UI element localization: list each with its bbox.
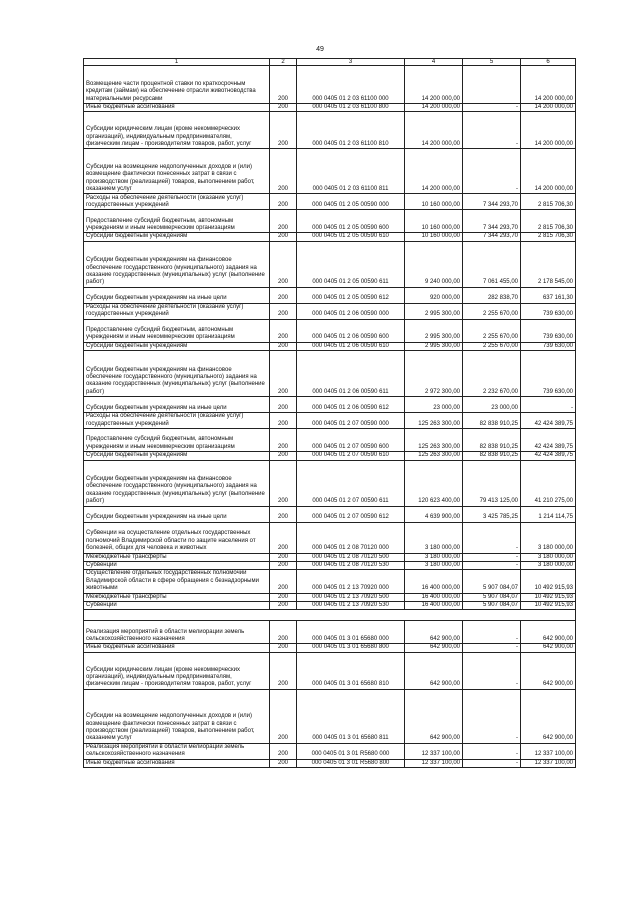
item-name: Предоставление субсидий бюджетным, автономным учреждениям и иным некоммерческим организациям <box>84 429 270 452</box>
approved-amount: 10 160 000,00 <box>405 194 463 210</box>
line-code: 200 <box>270 66 297 104</box>
line-code: 200 <box>270 397 297 413</box>
executed-amount: 2 255 670,00 <box>463 319 521 342</box>
approved-amount: 14 200 000,00 <box>405 66 463 104</box>
executed-amount: - <box>463 689 521 743</box>
budget-class-code: 000 0405 01 2 06 00590 600 <box>297 319 405 342</box>
approved-amount: 642 900,00 <box>405 644 463 652</box>
executed-amount: - <box>463 759 521 767</box>
item-name: Субсидии бюджетным учреждениям на финансовое обеспечение государственного (муниципального) задания на оказание государственных (муниципальных) услуг (выполнение работ) <box>84 241 270 287</box>
table-row <box>84 644 576 652</box>
budget-table <box>83 58 576 768</box>
item-name: Субсидии бюджетным учреждениям на финансовое обеспечение государственного (муниципального) задания на оказание государственных (муниципальных) услуг (выполнение работ) <box>84 460 270 506</box>
table-row <box>84 342 576 350</box>
line-code: 200 <box>270 342 297 350</box>
unexecuted-amount: 3 180 000,00 <box>521 562 576 570</box>
item-name: Субсидии бюджетным учреждениям <box>84 342 270 350</box>
table-row <box>84 506 576 522</box>
budget-class-code: 000 0405 01 2 13 70920 000 <box>297 570 405 593</box>
table-row <box>84 553 576 561</box>
executed-amount: - <box>463 112 521 149</box>
approved-amount: 120 623 400,00 <box>405 460 463 506</box>
approved-amount: 125 263 300,00 <box>405 429 463 452</box>
budget-class-code: 000 0405 01 2 08 70120 530 <box>297 562 405 570</box>
table-row <box>84 570 576 593</box>
unexecuted-amount: 2 815 706,30 <box>521 194 576 210</box>
executed-amount: - <box>463 743 521 759</box>
executed-amount: - <box>463 644 521 652</box>
approved-amount: 125 263 300,00 <box>405 413 463 429</box>
table-row <box>84 149 576 194</box>
line-code: 200 <box>270 429 297 452</box>
executed-amount: 82 838 910,25 <box>463 413 521 429</box>
executed-amount: 5 907 084,07 <box>463 593 521 601</box>
item-name: Иные бюджетные ассигнования <box>84 104 270 112</box>
column-header: 6 <box>521 59 576 66</box>
budget-class-code: 000 0405 01 2 07 00590 612 <box>297 506 405 522</box>
item-name: Предоставление субсидий бюджетным, автономным учреждениям и иным некоммерческим организациям <box>84 319 270 342</box>
line-code: 200 <box>270 104 297 112</box>
budget-class-code: 000 0405 01 3 01 65680 811 <box>297 689 405 743</box>
budget-class-code: 000 0405 01 3 01 R5680 800 <box>297 759 405 767</box>
line-code: 200 <box>270 652 297 689</box>
approved-amount: 3 180 000,00 <box>405 553 463 561</box>
unexecuted-amount: 42 424 389,75 <box>521 429 576 452</box>
table-row <box>84 241 576 287</box>
column-header: 1 <box>84 59 270 66</box>
line-code: 200 <box>270 621 297 644</box>
unexecuted-amount: 2 815 706,30 <box>521 210 576 233</box>
executed-amount: 5 907 084,07 <box>463 570 521 593</box>
unexecuted-amount: 10 492 915,93 <box>521 602 576 610</box>
budget-class-code: 000 0405 01 2 07 00590 000 <box>297 413 405 429</box>
line-code: 200 <box>270 506 297 522</box>
table-row <box>84 351 576 397</box>
approved-amount: 125 263 300,00 <box>405 452 463 460</box>
table-row <box>84 397 576 413</box>
item-name: Субсидии бюджетным учреждениям на иные цели <box>84 287 270 303</box>
executed-amount: 5 907 084,07 <box>463 602 521 610</box>
budget-class-code: 000 0405 01 2 06 00590 610 <box>297 342 405 350</box>
table-row <box>84 413 576 429</box>
line-code: 200 <box>270 644 297 652</box>
budget-class-code: 000 0405 01 2 05 00590 000 <box>297 194 405 210</box>
executed-amount: 79 413 125,00 <box>463 460 521 506</box>
budget-class-code: 000 0405 01 3 01 R5680 000 <box>297 743 405 759</box>
item-name: Субсидии юридическим лицам (кроме некоммерческих организаций), индивидуальным предпринимателям, физическим лицам - производителям товаров, работ, услуг <box>84 652 270 689</box>
budget-class-code: 000 0405 01 3 01 65680 000 <box>297 621 405 644</box>
executed-amount: 82 838 910,25 <box>463 429 521 452</box>
unexecuted-amount: 12 337 100,00 <box>521 743 576 759</box>
table-row <box>84 112 576 149</box>
table-row <box>84 562 576 570</box>
item-name: Реализация мероприятий в области мелиорации земель сельскохозяйственного назначения <box>84 743 270 759</box>
budget-class-code: 000 0405 01 2 07 00590 611 <box>297 460 405 506</box>
line-code: 200 <box>270 602 297 610</box>
spacer-row <box>84 610 576 621</box>
item-name: Иные бюджетные ассигнования <box>84 644 270 652</box>
budget-class-code: 000 0405 01 3 01 65680 800 <box>297 644 405 652</box>
table-row <box>84 429 576 452</box>
unexecuted-amount: 1 214 114,75 <box>521 506 576 522</box>
budget-class-code: 000 0405 01 2 06 00590 611 <box>297 351 405 397</box>
executed-amount: - <box>463 621 521 644</box>
item-name: Субвенции <box>84 562 270 570</box>
approved-amount: 10 160 000,00 <box>405 210 463 233</box>
unexecuted-amount: 2 815 706,30 <box>521 233 576 241</box>
approved-amount: 2 995 300,00 <box>405 303 463 319</box>
budget-class-code: 000 0405 01 2 05 00590 612 <box>297 287 405 303</box>
approved-amount: 14 200 000,00 <box>405 112 463 149</box>
approved-amount: 642 900,00 <box>405 652 463 689</box>
line-code: 200 <box>270 413 297 429</box>
line-code: 200 <box>270 570 297 593</box>
item-name: Межбюджетные трансферты <box>84 593 270 601</box>
table-row <box>84 104 576 112</box>
line-code: 200 <box>270 287 297 303</box>
line-code: 200 <box>270 522 297 553</box>
column-header: 4 <box>405 59 463 66</box>
budget-class-code: 000 0405 01 2 07 00590 610 <box>297 452 405 460</box>
approved-amount: 16 400 000,00 <box>405 602 463 610</box>
table-row <box>84 652 576 689</box>
item-name: Субсидии бюджетным учреждениям на иные цели <box>84 506 270 522</box>
budget-class-code: 000 0405 01 2 06 00590 612 <box>297 397 405 413</box>
approved-amount: 642 900,00 <box>405 621 463 644</box>
approved-amount: 16 400 000,00 <box>405 593 463 601</box>
line-code: 200 <box>270 241 297 287</box>
approved-amount: 3 180 000,00 <box>405 522 463 553</box>
executed-amount: 82 838 910,25 <box>463 452 521 460</box>
budget-class-code: 000 0405 01 2 07 00590 600 <box>297 429 405 452</box>
budget-class-code: 000 0405 01 3 01 65680 810 <box>297 652 405 689</box>
unexecuted-amount: 41 210 275,00 <box>521 460 576 506</box>
table-row <box>84 759 576 767</box>
line-code: 200 <box>270 452 297 460</box>
approved-amount: 23 000,00 <box>405 397 463 413</box>
table-row <box>84 303 576 319</box>
unexecuted-amount: 42 424 389,75 <box>521 413 576 429</box>
item-name: Осуществление отдельных государственных полномочий Владимирской области в сфере обращения с безнадзорными животными <box>84 570 270 593</box>
table-row <box>84 593 576 601</box>
unexecuted-amount: 14 200 000,00 <box>521 66 576 104</box>
header-row <box>84 59 576 66</box>
item-name: Межбюджетные трансферты <box>84 553 270 561</box>
unexecuted-amount: 2 178 545,00 <box>521 241 576 287</box>
approved-amount: 3 180 000,00 <box>405 562 463 570</box>
line-code: 200 <box>270 743 297 759</box>
unexecuted-amount: 42 424 389,75 <box>521 452 576 460</box>
table-row <box>84 233 576 241</box>
line-code: 200 <box>270 759 297 767</box>
unexecuted-amount: 637 161,30 <box>521 287 576 303</box>
table-row <box>84 621 576 644</box>
unexecuted-amount: 642 900,00 <box>521 621 576 644</box>
executed-amount: 23 000,00 <box>463 397 521 413</box>
executed-amount: - <box>463 104 521 112</box>
line-code: 200 <box>270 210 297 233</box>
executed-amount: - <box>463 562 521 570</box>
unexecuted-amount: 10 492 915,93 <box>521 570 576 593</box>
approved-amount: 2 972 300,00 <box>405 351 463 397</box>
unexecuted-amount: 3 180 000,00 <box>521 522 576 553</box>
table-row <box>84 452 576 460</box>
budget-class-code: 000 0405 01 2 06 00590 000 <box>297 303 405 319</box>
column-header: 3 <box>297 59 405 66</box>
item-name: Реализация мероприятий в области мелиорации земель сельскохозяйственного назначения <box>84 621 270 644</box>
budget-class-code: 000 0405 01 2 03 61100 811 <box>297 149 405 194</box>
unexecuted-amount: 14 200 000,00 <box>521 104 576 112</box>
line-code: 200 <box>270 112 297 149</box>
line-code: 200 <box>270 351 297 397</box>
budget-class-code: 000 0405 01 2 08 70120 000 <box>297 522 405 553</box>
table-row <box>84 194 576 210</box>
line-code: 200 <box>270 553 297 561</box>
executed-amount: 282 838,70 <box>463 287 521 303</box>
budget-class-code: 000 0405 01 2 08 70120 500 <box>297 553 405 561</box>
table-row <box>84 66 576 104</box>
unexecuted-amount: 642 900,00 <box>521 652 576 689</box>
executed-amount: - <box>463 149 521 194</box>
item-name: Субсидии бюджетным учреждениям на иные цели <box>84 397 270 413</box>
table-row <box>84 743 576 759</box>
page-number: 49 <box>316 46 324 53</box>
table-row <box>84 460 576 506</box>
item-name: Расходы на обеспечение деятельности (оказание услуг) государственных учреждений <box>84 194 270 210</box>
column-header: 5 <box>463 59 521 66</box>
approved-amount: 2 995 300,00 <box>405 319 463 342</box>
item-name: Субсидии на возмещение недополученных доходов и (или) возмещение фактически понесенных затрат в связи с производством (реализацией) товаров, выполнением работ, оказанием услуг <box>84 149 270 194</box>
unexecuted-amount: 739 630,00 <box>521 351 576 397</box>
executed-amount: 7 061 455,00 <box>463 241 521 287</box>
item-name: Субвенции на осуществление отдельных государственных полномочий Владимирской области по защите населения от болезней, общих для человека и животных <box>84 522 270 553</box>
budget-class-code: 000 0405 01 2 13 70920 500 <box>297 593 405 601</box>
executed-amount: 7 344 293,70 <box>463 194 521 210</box>
item-name: Субсидии бюджетным учреждениям на финансовое обеспечение государственного (муниципального) задания на оказание государственных (муниципальных) услуг (выполнение работ) <box>84 351 270 397</box>
line-code: 200 <box>270 562 297 570</box>
item-name: Предоставление субсидий бюджетным, автономным учреждениям и иным некоммерческим организациям <box>84 210 270 233</box>
item-name: Расходы на обеспечение деятельности (оказание услуг) государственных учреждений <box>84 413 270 429</box>
executed-amount: - <box>463 652 521 689</box>
item-name: Возмещение части процентной ставки по краткосрочным кредитам (займам) на обеспечение отрасли животноводства материальными ресурсами <box>84 66 270 104</box>
approved-amount: 12 337 100,00 <box>405 759 463 767</box>
unexecuted-amount: 739 630,00 <box>521 342 576 350</box>
executed-amount: - <box>463 522 521 553</box>
table-row <box>84 602 576 610</box>
approved-amount: 920 000,00 <box>405 287 463 303</box>
budget-class-code: 000 0405 01 2 05 00590 600 <box>297 210 405 233</box>
executed-amount: - <box>463 553 521 561</box>
table-row <box>84 522 576 553</box>
approved-amount: 642 900,00 <box>405 689 463 743</box>
line-code: 200 <box>270 233 297 241</box>
unexecuted-amount: 10 492 915,93 <box>521 593 576 601</box>
approved-amount: 16 400 000,00 <box>405 570 463 593</box>
unexecuted-amount: - <box>521 397 576 413</box>
unexecuted-amount: 14 200 000,00 <box>521 112 576 149</box>
executed-amount: 7 344 293,70 <box>463 233 521 241</box>
line-code: 200 <box>270 194 297 210</box>
approved-amount: 2 995 300,00 <box>405 342 463 350</box>
table-row <box>84 287 576 303</box>
line-code: 200 <box>270 593 297 601</box>
unexecuted-amount: 3 180 000,00 <box>521 553 576 561</box>
executed-amount: 2 255 670,00 <box>463 342 521 350</box>
unexecuted-amount: 642 900,00 <box>521 689 576 743</box>
line-code: 200 <box>270 689 297 743</box>
line-code: 200 <box>270 303 297 319</box>
budget-class-code: 000 0405 01 2 13 70920 530 <box>297 602 405 610</box>
executed-amount <box>463 66 521 104</box>
unexecuted-amount: 14 200 000,00 <box>521 149 576 194</box>
line-code: 200 <box>270 149 297 194</box>
budget-class-code: 000 0405 01 2 05 00590 610 <box>297 233 405 241</box>
budget-class-code: 000 0405 01 2 03 61100 800 <box>297 104 405 112</box>
approved-amount: 14 200 000,00 <box>405 104 463 112</box>
budget-class-code: 000 0405 01 2 05 00590 611 <box>297 241 405 287</box>
executed-amount: 2 255 670,00 <box>463 303 521 319</box>
item-name: Субсидии бюджетным учреждениям <box>84 233 270 241</box>
approved-amount: 9 240 000,00 <box>405 241 463 287</box>
budget-class-code: 000 0405 01 2 03 61100 000 <box>297 66 405 104</box>
executed-amount: 7 344 293,70 <box>463 210 521 233</box>
item-name: Субсидии на возмещение недополученных доходов и (или) возмещение фактически понесенных затрат в связи с производством (реализацией) товаров, выполнением работ, оказанием услуг <box>84 689 270 743</box>
unexecuted-amount: 739 630,00 <box>521 303 576 319</box>
column-header: 2 <box>270 59 297 66</box>
table-row <box>84 689 576 743</box>
item-name: Расходы на обеспечение деятельности (оказание услуг) государственных учреждений <box>84 303 270 319</box>
item-name: Субсидии бюджетным учреждениям <box>84 452 270 460</box>
unexecuted-amount: 12 337 100,00 <box>521 759 576 767</box>
unexecuted-amount: 739 630,00 <box>521 319 576 342</box>
table-row <box>84 319 576 342</box>
approved-amount: 14 200 000,00 <box>405 149 463 194</box>
executed-amount: 3 425 785,25 <box>463 506 521 522</box>
budget-class-code: 000 0405 01 2 03 61100 810 <box>297 112 405 149</box>
line-code: 200 <box>270 319 297 342</box>
item-name: Субсидии юридическим лицам (кроме некоммерческих организаций), индивидуальным предпринимателям, физическим лицам - производителям товаров, работ, услуг <box>84 112 270 149</box>
approved-amount: 10 160 000,00 <box>405 233 463 241</box>
item-name: Субвенции <box>84 602 270 610</box>
executed-amount: 2 232 670,00 <box>463 351 521 397</box>
item-name: Иные бюджетные ассигнования <box>84 759 270 767</box>
approved-amount: 4 639 900,00 <box>405 506 463 522</box>
approved-amount: 12 337 100,00 <box>405 743 463 759</box>
unexecuted-amount: 642 900,00 <box>521 644 576 652</box>
line-code: 200 <box>270 460 297 506</box>
table-row <box>84 210 576 233</box>
